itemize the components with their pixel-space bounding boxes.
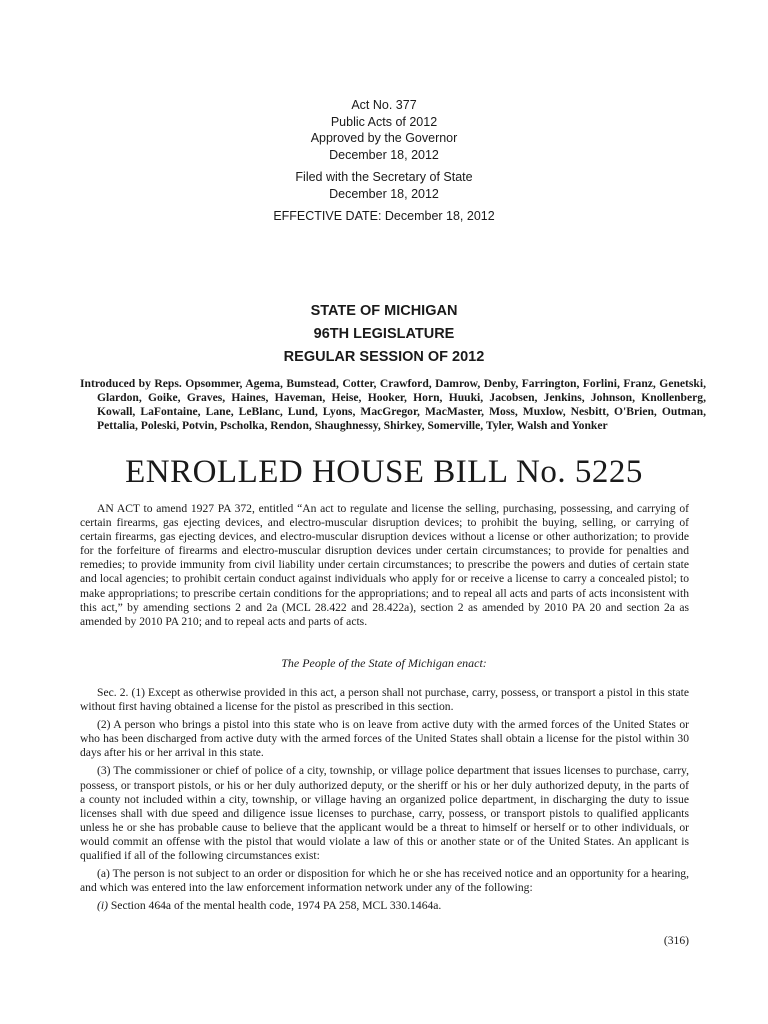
section-paragraph: (2) A person who brings a pistol into this state who is on leave from active duty with the armed forces of the United States or who has been discharged from active duty with the armed forces of the United States shall obtain a license for the pistol within 30 days after his or her arrival in this state. (80, 718, 689, 760)
state-name: STATE OF MICHIGAN (310, 303, 458, 319)
page-number: (316) (663, 934, 689, 947)
public-acts-year: Public Acts of 2012 (330, 114, 438, 129)
approved-date: December 18, 2012 (329, 147, 439, 162)
enacting-clause: The People of the State of Michigan enact: (281, 656, 487, 670)
approved-by-governor: Approved by the Governor (310, 131, 458, 145)
section-paragraph: (3) The commissioner or chief of police of a city, township, or village police department that issues licenses to purchase, carry, possess, or transport pistols, or his or her duly authorized deputy, or the sheriff or his or her duly authorized deputy, in the parts of a county not included within a city, township, or village having an organized police department, in discharging the duty to issue licenses shall with due speed and diligence issue licenses to purchase, carry, possess, or transport pistols to qualified applicants unless he or she has probable cause to believe that the applicant would be a threat to himself or herself or to other individuals, or would commit an offense with the pistol that would violate a law of this or another state or of the United States. An applicant is qualified if all of the following circumstances exist: (80, 764, 689, 863)
bill-title: ENROLLED HOUSE BILL No. 5225 (125, 454, 643, 490)
session-name: REGULAR SESSION OF 2012 (283, 349, 485, 365)
filed-date: December 18, 2012 (329, 186, 439, 201)
section-paragraph: Sec. 2. (1) Except as otherwise provided in this act, a person shall not purchase, carry, possess, or transport a pistol in this state without first having obtained a license for the pistol as prescribed in this section. (80, 686, 689, 714)
act-number: Act No. 377 (351, 98, 417, 112)
act-description: AN ACT to amend 1927 PA 372, entitled “An act to regulate and license the selling, purchasing, possessing, and carrying of certain firearms, gas ejecting devices, and electro-muscular disruption devices; to prohibit the buying, selling, or carrying of certain firearms, gas ejecting devices, and electro-muscular disruption devices without a license or other authorization; to provide for the forfeiture of firearms and electro-muscular disruption devices under certain circumstances; to provide for penalties and remedies; to provide immunity from civil liability under certain circumstances; to prescribe the powers and duties of certain state and local agencies; to prohibit certain conduct against individuals who apply for or receive a license to carry a concealed pistol; to make appropriations; to prescribe certain conditions for the appropriations; and to repeal all acts and parts of acts inconsistent with this act,” by amending sections 2 and 2a (MCL 28.422 and 28.422a), section 2 as amended by 2010 PA 20 and section 2a as amended by 2010 PA 210; and to repeal acts and parts of acts. (80, 502, 689, 628)
filed-with-secretary: Filed with the Secretary of State (295, 170, 473, 184)
roman-numeral: (i) (97, 899, 108, 913)
legislature-block (0, 300, 768, 369)
subparagraph-text: Section 464a of the mental health code, 1974 PA 258, MCL 330.1464a. (107, 899, 442, 913)
sponsors-list: Introduced by Reps. Opsommer, Agema, Bumstead, Cotter, Crawford, Damrow, Denby, Farrington, Forlini, Franz, Genetski, Glardon, Goike, Graves, Haines, Haveman, Heise, Hooker, Horn, Huuki, Jacobsen, Jenkins, Johnson, Knollenberg, Kowall, LaFontaine, Lane, LeBlanc, Lund, Lyons, MacGregor, MacMaster, Moss, Muxlow, Nesbitt, O'Brien, Outman, Pettalia, Poleski, Potvin, Pscholka, Rendon, Shaughnessy, Shirkey, Somerville, Tyler, Walsh and Yonker (80, 377, 706, 432)
effective-date: EFFECTIVE DATE: December 18, 2012 (273, 209, 495, 223)
bill-body (80, 686, 689, 917)
legislature-number: 96TH LEGISLATURE (313, 326, 455, 342)
section-paragraph (80, 899, 689, 913)
section-paragraph: (a) The person is not subject to an order or disposition for which he or she has received notice and an opportunity for a hearing, and which was entered into the law enforcement information network under any of the following: (80, 867, 689, 895)
act-header (0, 97, 768, 225)
